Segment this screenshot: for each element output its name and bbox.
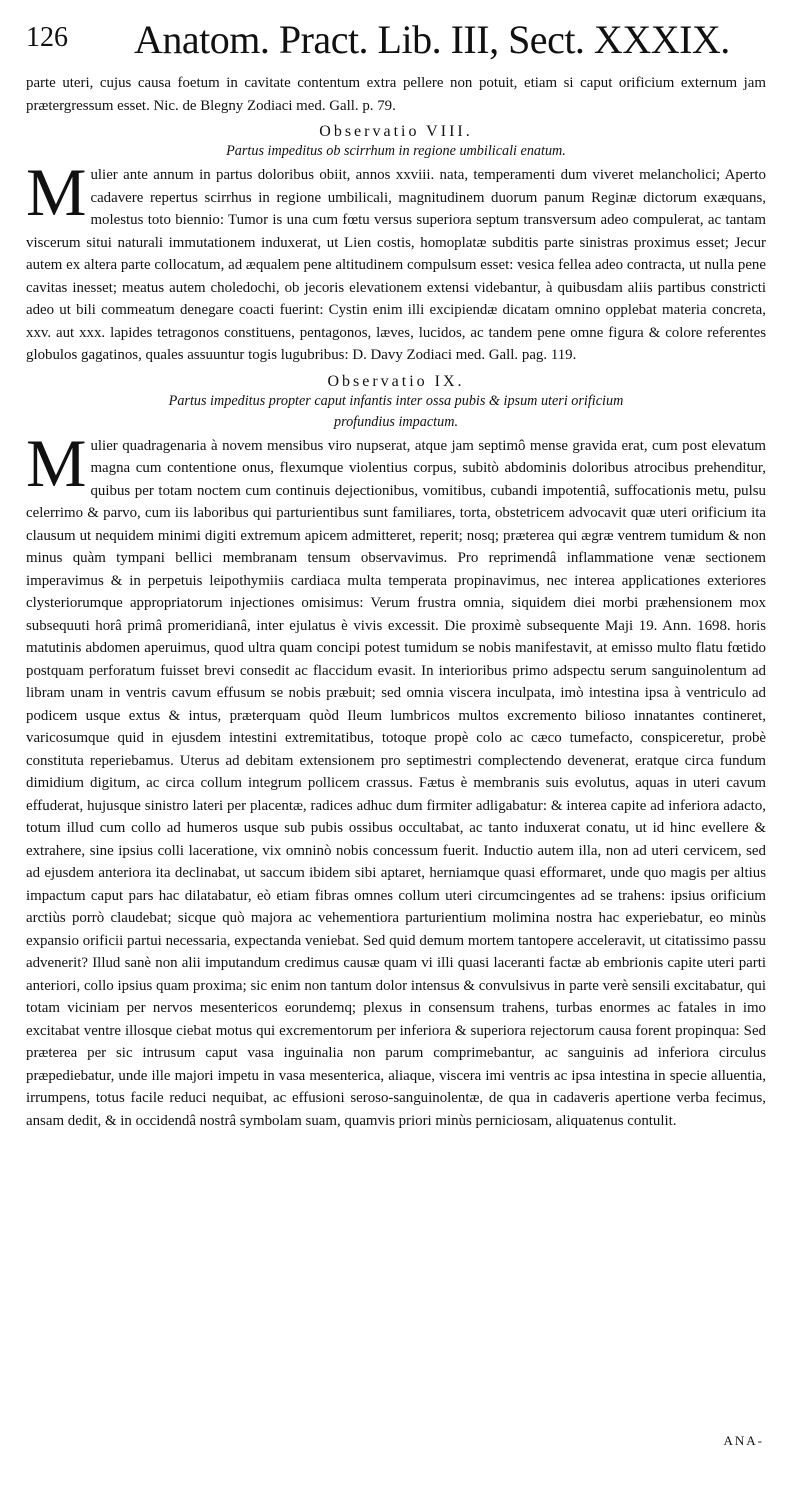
observation-8-body [26,154,766,367]
observation-8-text: ulier ante annum in partus doloribus obiit, annos xxviii. nata, temperamenti dum viveret melancholici; Aperto cadavere repertus scirrhus in regione umbilicali, magnitudinem duorum panum Reginæ dictorum exæquans, molestus toto biennio: Tumor is una cum fœtu versus superiora septum transversum adeo compulerat, ac tantam viscerum situi naturali immutationem induxerat, ut Lien costis, homoplatæ subditis parte sinistras proximus esset; Jecur autem ex altera parte collocatum, ad æqualem pene altitudinem compulsum esset: vesica fellea adeo contracta, ut nulla pene cavitas inesset; meatus autem choledochi, ob jecoris elevationem extensi videbantur, à quibusdam aliis partibus constricti adeo ut bili commeatum denegare coacti fuerint: Cystin enim illi excipiendæ dicatam omnino opplebat materia concreta, xxv. aut xxx. lapides tetragonos constituens, pentagonos, læves, lucidos, ac tandem pene omne figura & colore referentes globulos gagatinos, quales assuuntur togis lugubribus: D. Davy Zodiaci med. Gall. pag. 119. [26,167,766,363]
observation-8 [26,123,766,367]
book-page [26,16,766,1132]
observation-9-body [26,424,766,1133]
running-title: Anatom. Pract. Lib. III, Sect. XXXIX. [134,17,730,62]
observation-9-title-line1: Partus impeditus propter caput infantis inter ossa pubis & ipsum uteri orificium [168,392,624,409]
page-header [26,16,766,72]
catchword: ANA- [723,1433,764,1448]
observation-9-heading: Observatio IX. [327,372,465,390]
observation-9 [26,373,766,1133]
observation-9-title-line2: profundius impactum. [333,413,458,430]
dropcap: M [26,154,87,230]
intro-paragraph: parte uteri, cujus causa foetum in cavitate contentum extra pellere non potuit, etiam si caput orificium externum jam prætergressum esset. Nic. de Blegny Zodiaci med. Gall. p. 79. [26,75,766,114]
observation-9-title [26,391,766,433]
dropcap: M [26,424,87,501]
observation-8-heading: Observatio VIII. [319,123,473,140]
observation-9-text: ulier quadragenaria à novem mensibus viro nupserat, atque jam septimô mense gravida erat, cum post elevatum magna cum contentione onus, flexumque violentius corpus, subitò abdominis doloribus atrocibus prehenditur, quibus per totam noctem cum continuis dejectionibus, vomitibus, cubandi impotentiâ, suffocationis metu, pulsu celerrimo & parvo, cum iis laboribus qui parturientibus sunt familiares, torta, obstetricem advocavit quæ uteri orificium ita clausum ut nequidem minimi digiti extremum apicem admitteret, reperit; nosq; præterea qui ægræ ventrem tumidum & non minus quàm tympani bellici membranam tensum observavimus. Pro reprimendâ inflammatione venæ sectionem imperavimus & in perpetuis leipothymiis cardiaca multa temperata propinavimus, nec interea applicationes exteriores clysteriorumque appropriatorum injectiones omisimus: Verum frustra omnia, siquidem diei morbi præhensionem mox subsequuti horâ primâ promeridianâ, inter ejulatus è vivis excessit. Die proximè subsequente Maji 19. Ann. 1698. horis matutinis abdomen aperuimus, quod ultra quam concipi potest tumidum se nobis manifestavit, at emisso multo flatu fœtido postquam perforatum fuisset brevi consedit ac flaccidum evasit. In interioribus primo adspectu serum sanguinolentum ad libram unam in ventris cavum effusum se nobis præbuit; sed omnia viscera inculpata, imò intestina ipsa à ventriculo ad podicem usque extus & intus, præterquam quòd Ileum lumbricos multos excremento bilioso innatantes contineret, varicosumque quid in ejusdem intestini extremitatibus, totoque propè colo ac cæco tumefacto, conspiceretur, probè constituta reperiebamus. Uterus ad debitam extensionem pro septimestri complectendo devenerat, eratque circa fundum dimidium digitum, ac circa collum integrum pollicem crassus. Fætus è membranis suis evolutus, aquas in uteri cavum effuderat, hujusque sinistro lateri per placentæ, radices adhuc dum firmiter adligabatur: & interea capite ad inferiora adacto, totum illud cum collo ad humeros usque sub pubis ossibus occultabat, ac tanto induxerat conatu, ut id hinc evellere & extrahere, sine ipsius colli laceratione, vix omninò nobis concessum fuerit. Inductio autem illa, non ad uteri cervicem, sed ad ejusdem anteriora ita declinabat, ut saccum ibidem sibi aptaret, herniamque quasi efformaret, unde quo magis per altius impactum caput pars hac dilatabatur, eò etiam fibras omnes collum uteri circumcingentes ad se trahens: ipsius orificium arctiùs porrò claudebat; sicque quò majora ac vehementiora parturientium molimina nostra hac experiebatur, eo minùs expansio orificii partui necessaria, expectanda veniebat. Sed quid demum mortem tantopere acceleravit, ut citatissimo passu advenerit? Illud sanè non alii imputandum credimus causæ quam vi illi quasi laceranti factæ ab embrionis capite uteri parti anteriori, collo ipsius quam proxima; sic enim non tantum dolor intensus & convulsivus in parte verè sensili excitabatur, qui totam viciniam per nervos mesentericos eorundemq; plexus in consensum trahens, turbas enormes ac fatales in imo excitabat ventre illosque ciebat motus qui excrementorum per inferiora & superiora rejectorum causa forent propinqua: Sed præterea per sic intrusum caput vasa inguinalia non parum comprimebantur, ac sanguinis ad inferiora circulus præpediebatur, unde ille majori impetu in vasa mesenterica, aliaque, viscera imi ventris ac ipsa intestina in specie alluentia, irrumpens, totus facile reduci nequibat, ac effusioni seroso-sanguinolentæ, de qua in cadaveris apertione verba fecimus, ansam dedit, & in occidendâ nostrâ symbolam suam, quamvis priori minùs perniciosam, aliquatenus contulit. [26,437,766,1129]
observation-8-title: Partus impeditus ob scirrhum in regione umbilicali enatum. [226,143,566,159]
page-number: 126 [26,22,68,53]
